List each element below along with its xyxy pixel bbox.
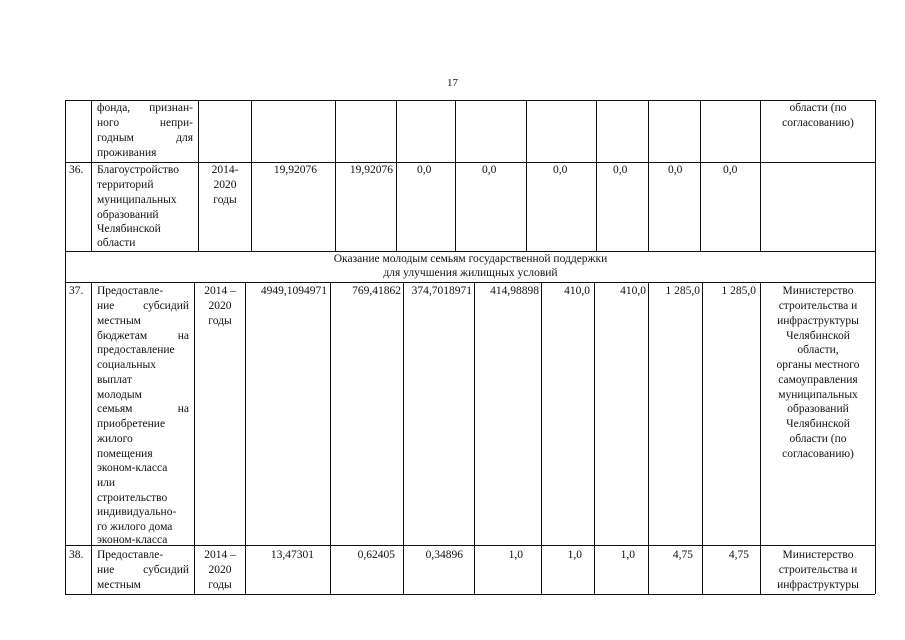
value-cell: 0,0: [482, 164, 497, 176]
executor-line: области (по: [789, 102, 847, 114]
executor-line: области (по: [789, 433, 847, 445]
rule-after-section: [65, 282, 875, 283]
col-divider: [526, 100, 527, 251]
name-line: бюджетам на: [97, 330, 189, 342]
name-line: Предоставле-: [97, 549, 164, 561]
value-cell: 1,0: [508, 549, 523, 561]
rule-after-37: [65, 545, 875, 546]
col-divider: [396, 100, 397, 251]
value-cell: 1 285,0: [665, 285, 700, 297]
executor-line: строительства и: [778, 564, 858, 576]
value-cell: 4,75: [728, 549, 749, 561]
name-line: Челябинской: [97, 223, 161, 235]
col-divider: [91, 100, 92, 251]
value-cell: 1 285,0: [721, 285, 756, 297]
section-title-line: для улучшения жилищных условий: [383, 267, 558, 279]
name-line: местным: [97, 315, 141, 327]
name-line: области: [97, 237, 136, 249]
executor-line: инфраструктуры: [777, 579, 859, 591]
col-divider: [91, 282, 92, 594]
name-line: жилого: [97, 433, 133, 445]
value-cell: 0,0: [723, 164, 738, 176]
name-line: индивидуально-: [97, 506, 177, 518]
value-cell: 19,92076: [273, 164, 317, 176]
period-line: 2014 –: [204, 285, 236, 297]
value-cell: 19,92076: [349, 164, 393, 176]
value-cell: 0,0: [417, 164, 432, 176]
name-line: строительство: [97, 492, 168, 504]
name-line: ного непри-: [97, 117, 193, 129]
row-number: 37.: [69, 285, 84, 297]
row-number: 38.: [69, 549, 84, 561]
name-line: муниципальных: [97, 194, 177, 206]
value-cell: 4,75: [672, 549, 693, 561]
page-number: 17: [447, 77, 458, 89]
value-cell: 0,34896: [425, 549, 463, 561]
value-cell: 374,7018971: [411, 285, 472, 297]
col-divider: [596, 100, 597, 251]
value-cell: 410,0: [620, 285, 646, 297]
name-line: эконом-класса: [97, 462, 168, 474]
period-line: 2020: [208, 300, 232, 312]
value-cell: 1,0: [567, 549, 582, 561]
period-line: годы: [208, 315, 232, 327]
value-cell: 414,98898: [490, 285, 539, 297]
executor-line: согласованию): [782, 448, 854, 460]
rule-after-cont: [65, 162, 875, 163]
col-divider: [700, 100, 701, 251]
executor-line: строительства и: [778, 300, 858, 312]
name-line: приобретение: [97, 418, 166, 430]
executor-line: согласованию): [782, 117, 854, 129]
name-line: молодым: [97, 389, 142, 401]
value-cell: 0,62405: [357, 549, 395, 561]
name-line: помещения: [97, 448, 153, 460]
executor-line: Челябинской: [786, 418, 850, 430]
value-cell: 1,0: [620, 549, 635, 561]
executor-line: Челябинской: [786, 330, 850, 342]
name-line: предоставление: [97, 344, 175, 356]
executor-line: Министерство: [782, 549, 854, 561]
value-cell: 769,41862: [352, 285, 401, 297]
name-line: го жилого дома: [97, 521, 173, 533]
period-line: 2020: [213, 179, 237, 191]
value-cell: 0,0: [613, 164, 628, 176]
name-line: семьям на: [97, 403, 189, 415]
col-divider: [455, 100, 456, 251]
row-number: 36.: [69, 164, 84, 176]
executor-line: области,: [797, 344, 839, 356]
rule-bottom: [65, 594, 875, 595]
name-line: или: [97, 477, 116, 489]
name-line: Предоставле-: [97, 285, 164, 297]
name-line: социальных: [97, 359, 156, 371]
period-line: годы: [213, 194, 237, 206]
executor-line: самоуправления: [778, 374, 858, 386]
col-divider: [648, 100, 649, 251]
executor-line: инфраструктуры: [777, 315, 859, 327]
period-line: годы: [208, 579, 232, 591]
value-cell: 410,0: [564, 285, 590, 297]
name-line: Благоустройство: [97, 164, 179, 176]
name-line: эконом-класса: [97, 534, 168, 546]
name-line: ние субсидий: [97, 300, 189, 312]
name-line: годным для: [97, 132, 193, 144]
executor-line: образований: [787, 403, 849, 415]
border-left: [65, 100, 66, 594]
border-right: [875, 100, 876, 594]
name-line: ние субсидий: [97, 564, 189, 576]
value-cell: 0,0: [668, 164, 683, 176]
value-cell: 4949,1094971: [260, 285, 327, 297]
period-line: 2014 –: [204, 549, 236, 561]
name-line: местным: [97, 579, 141, 591]
executor-line: Министерство: [782, 285, 854, 297]
executor-line: муниципальных: [778, 389, 858, 401]
value-cell: 0,0: [553, 164, 568, 176]
name-line: проживания: [97, 147, 157, 159]
name-line: фонда, признан-: [97, 102, 193, 114]
section-title-line: Оказание молодым семьям государственной поддержки: [333, 253, 608, 265]
name-line: территорий: [97, 179, 154, 191]
name-line: образований: [97, 209, 159, 221]
period-line: 2014-: [211, 164, 239, 176]
value-cell: 13,47301: [270, 549, 314, 561]
period-line: 2020: [208, 564, 232, 576]
executor-line: органы местного: [776, 359, 860, 371]
name-line: выплат: [97, 374, 132, 386]
